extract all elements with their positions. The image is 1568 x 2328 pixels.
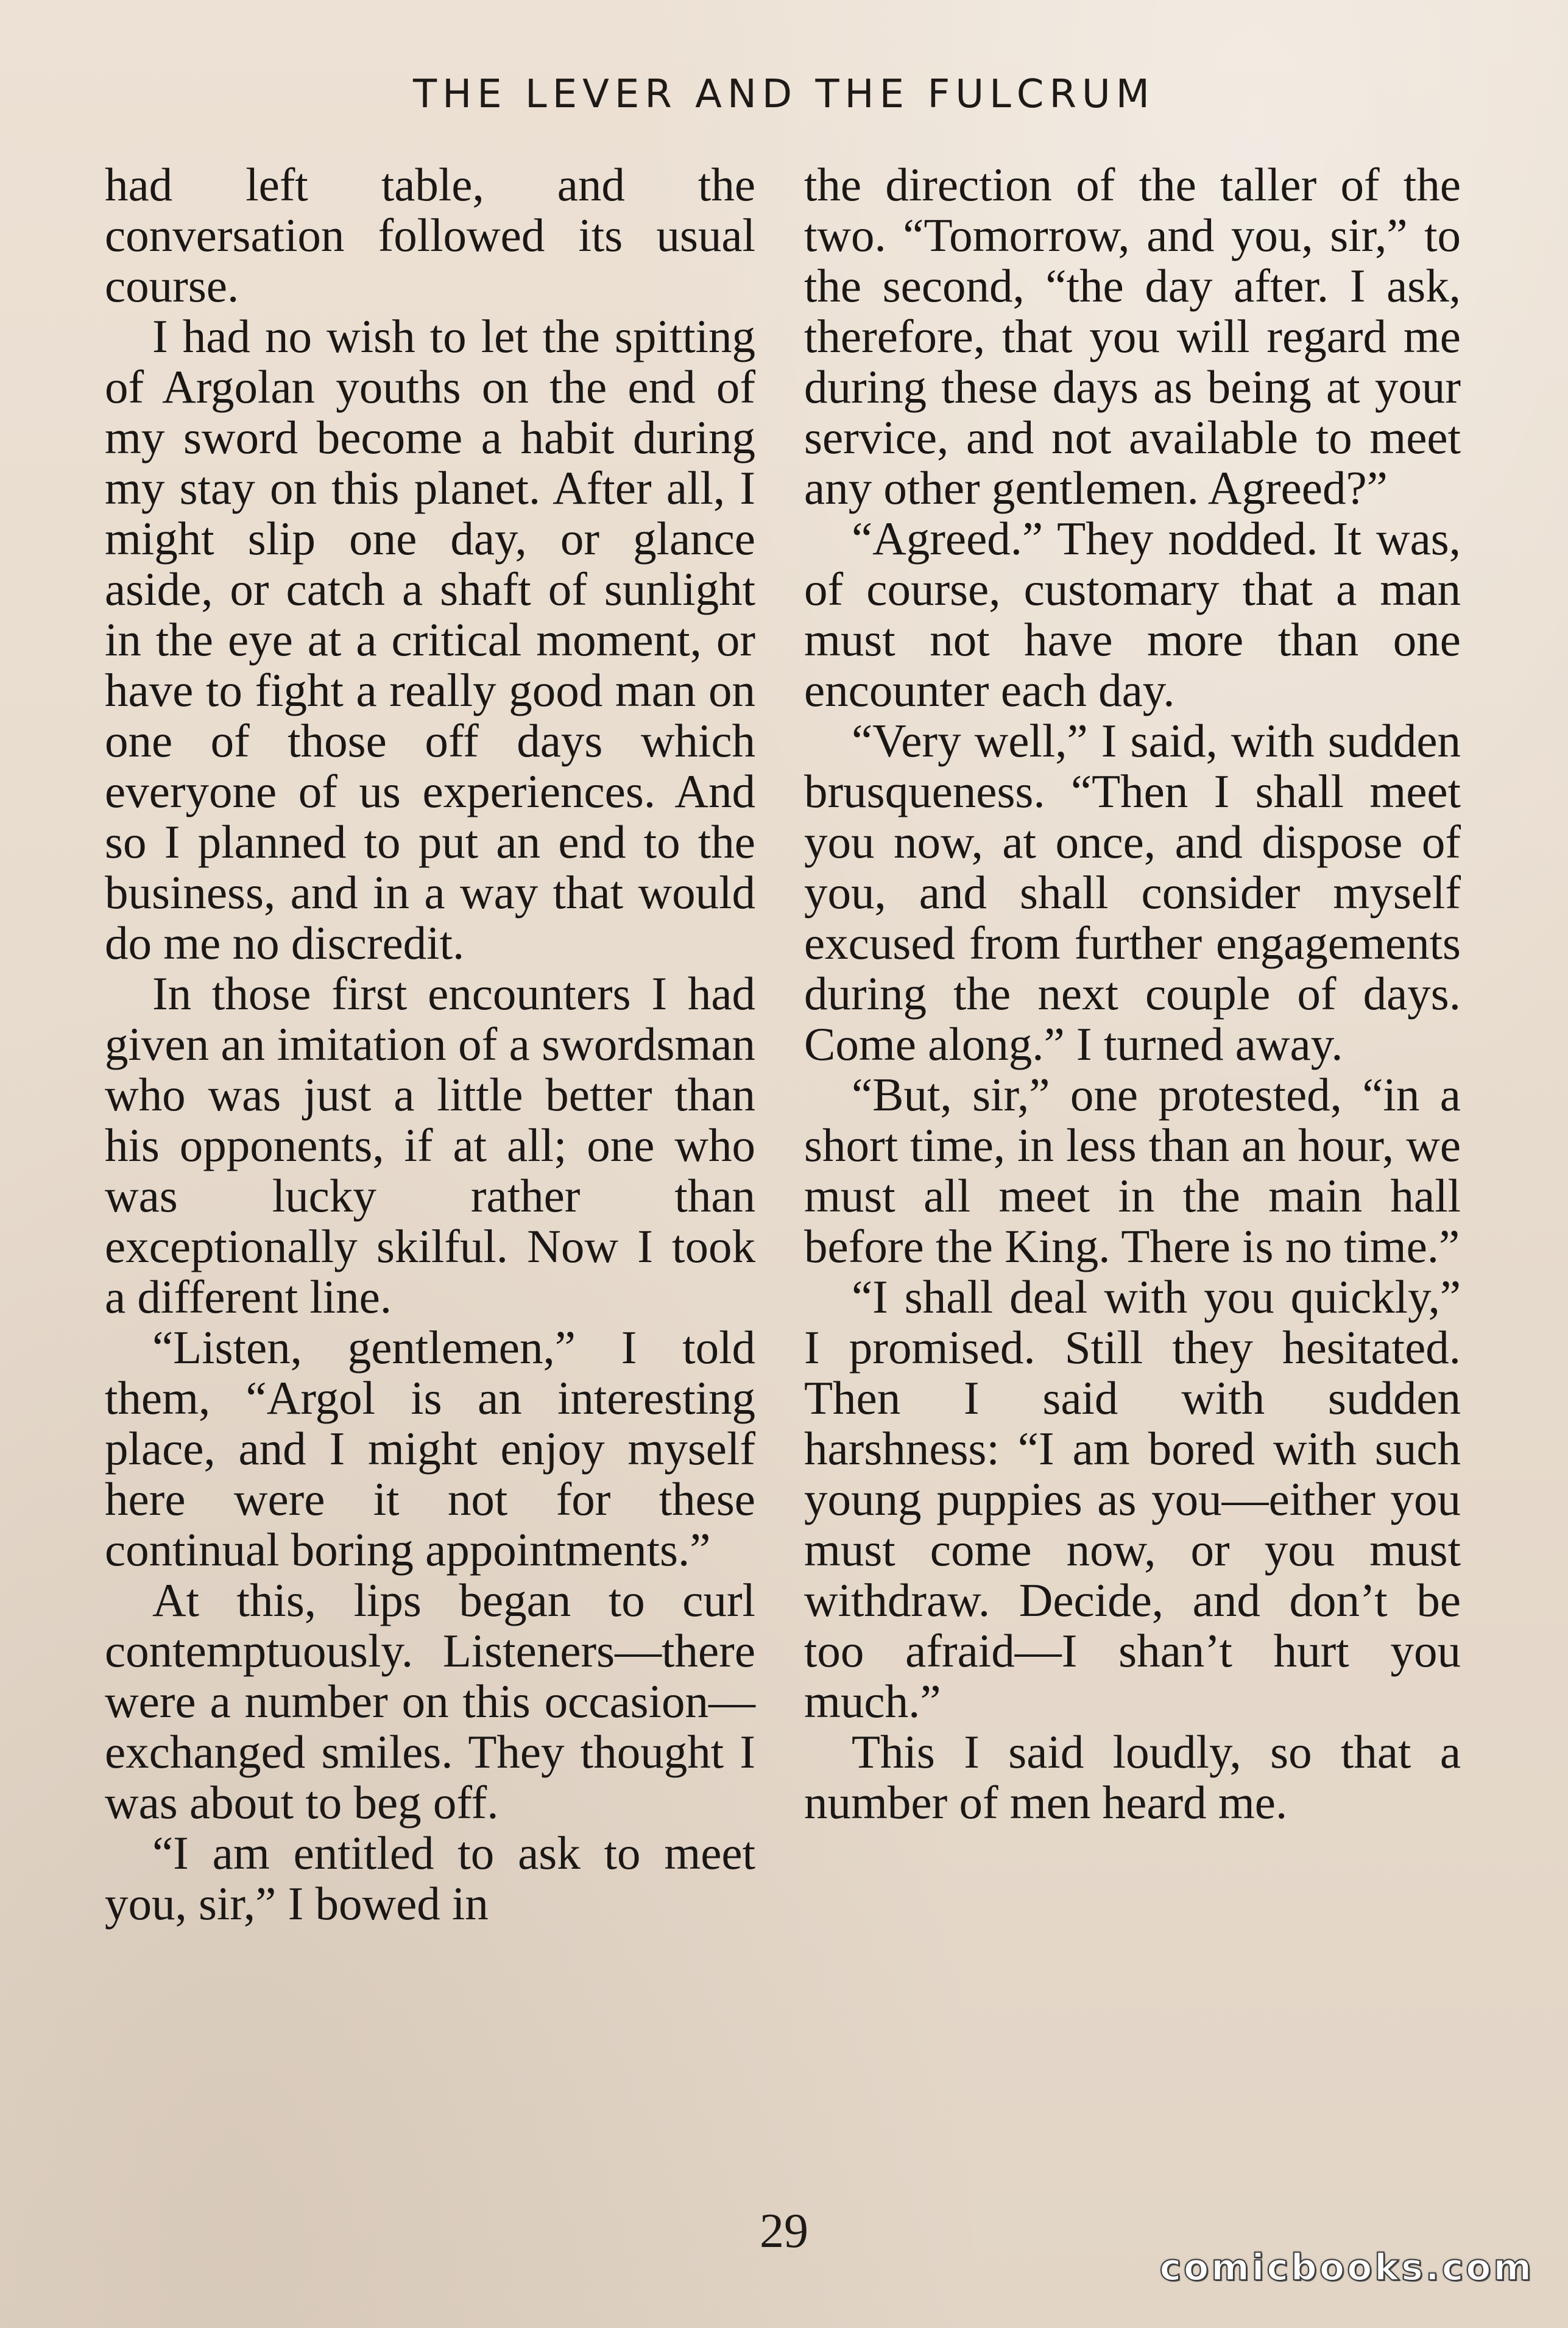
paragraph: “Agreed.” They nodded. It was, of course, customary that a man must not have more than one encounter each day. — [804, 512, 1461, 716]
paragraph: “Listen, gentlemen,” I told them, “Argol is an interesting place, and I might enjoy myself here were it not for these continual boring appointments.” — [105, 1321, 755, 1576]
paragraph: had left table, and the conversation followed its usual course. — [105, 158, 755, 312]
paragraph: the direction of the taller of the two. “Tomorrow, and you, sir,” to the second, “the day after. I ask, therefore, that you will regard me during these days as being at your service, and not available to meet any other gentlemen. Agreed?” — [804, 158, 1461, 514]
paragraph: I had no wish to let the spitting of Argolan youths on the end of my sword become a habit during my stay on this planet. After all, I might slip one day, or glance aside, or catch a shaft of sunlight in the eye at a critical moment, or have to fight a really good man on one of those off days which everyone of us experiences. And so I planned to put an end to the business, and in a way that would do me no discredit. — [105, 310, 755, 969]
paragraph: In those first encounters I had given an imitation of a swordsman who was just a little better than his opponents, if at all; one who was lucky rather than exceptionally skilful. Now I took a different line. — [105, 967, 755, 1323]
paragraph: At this, lips began to curl contemptuously. Listeners—there were a number on this occasion—exchanged smiles. They thought I was about to beg off. — [105, 1574, 755, 1829]
site-watermark: comicbooks.com — [1159, 2246, 1534, 2289]
paragraph: “I shall deal with you quickly,” I promised. Still they hesitated. Then I said with sudden harshness: “I am bored with such young puppies as you—either you must come now, or you must withdraw. Decide, and don’t be too afraid—I shan’t hurt you much.” — [804, 1271, 1461, 1727]
paragraph: “I am entitled to ask to meet you, sir,” I bowed in — [105, 1827, 755, 1930]
left-text-column — [105, 160, 755, 1929]
page-number: 29 — [760, 2204, 808, 2258]
running-head: THE LEVER AND THE FULCRUM — [413, 72, 1155, 117]
paragraph: This I said loudly, so that a number of men heard me. — [804, 1726, 1461, 1829]
paragraph: “Very well,” I said, with sudden brusqueness. “Then I shall meet you now, at once, and dispose of you, and shall consider myself excused from further engagements during the next couple of days. Come along.” I turned away. — [804, 714, 1461, 1070]
paragraph: “But, sir,” one protested, “in a short time, in less than an hour, we must all meet in the main hall before the King. There is no time.” — [804, 1068, 1461, 1272]
right-text-column — [804, 160, 1461, 1828]
